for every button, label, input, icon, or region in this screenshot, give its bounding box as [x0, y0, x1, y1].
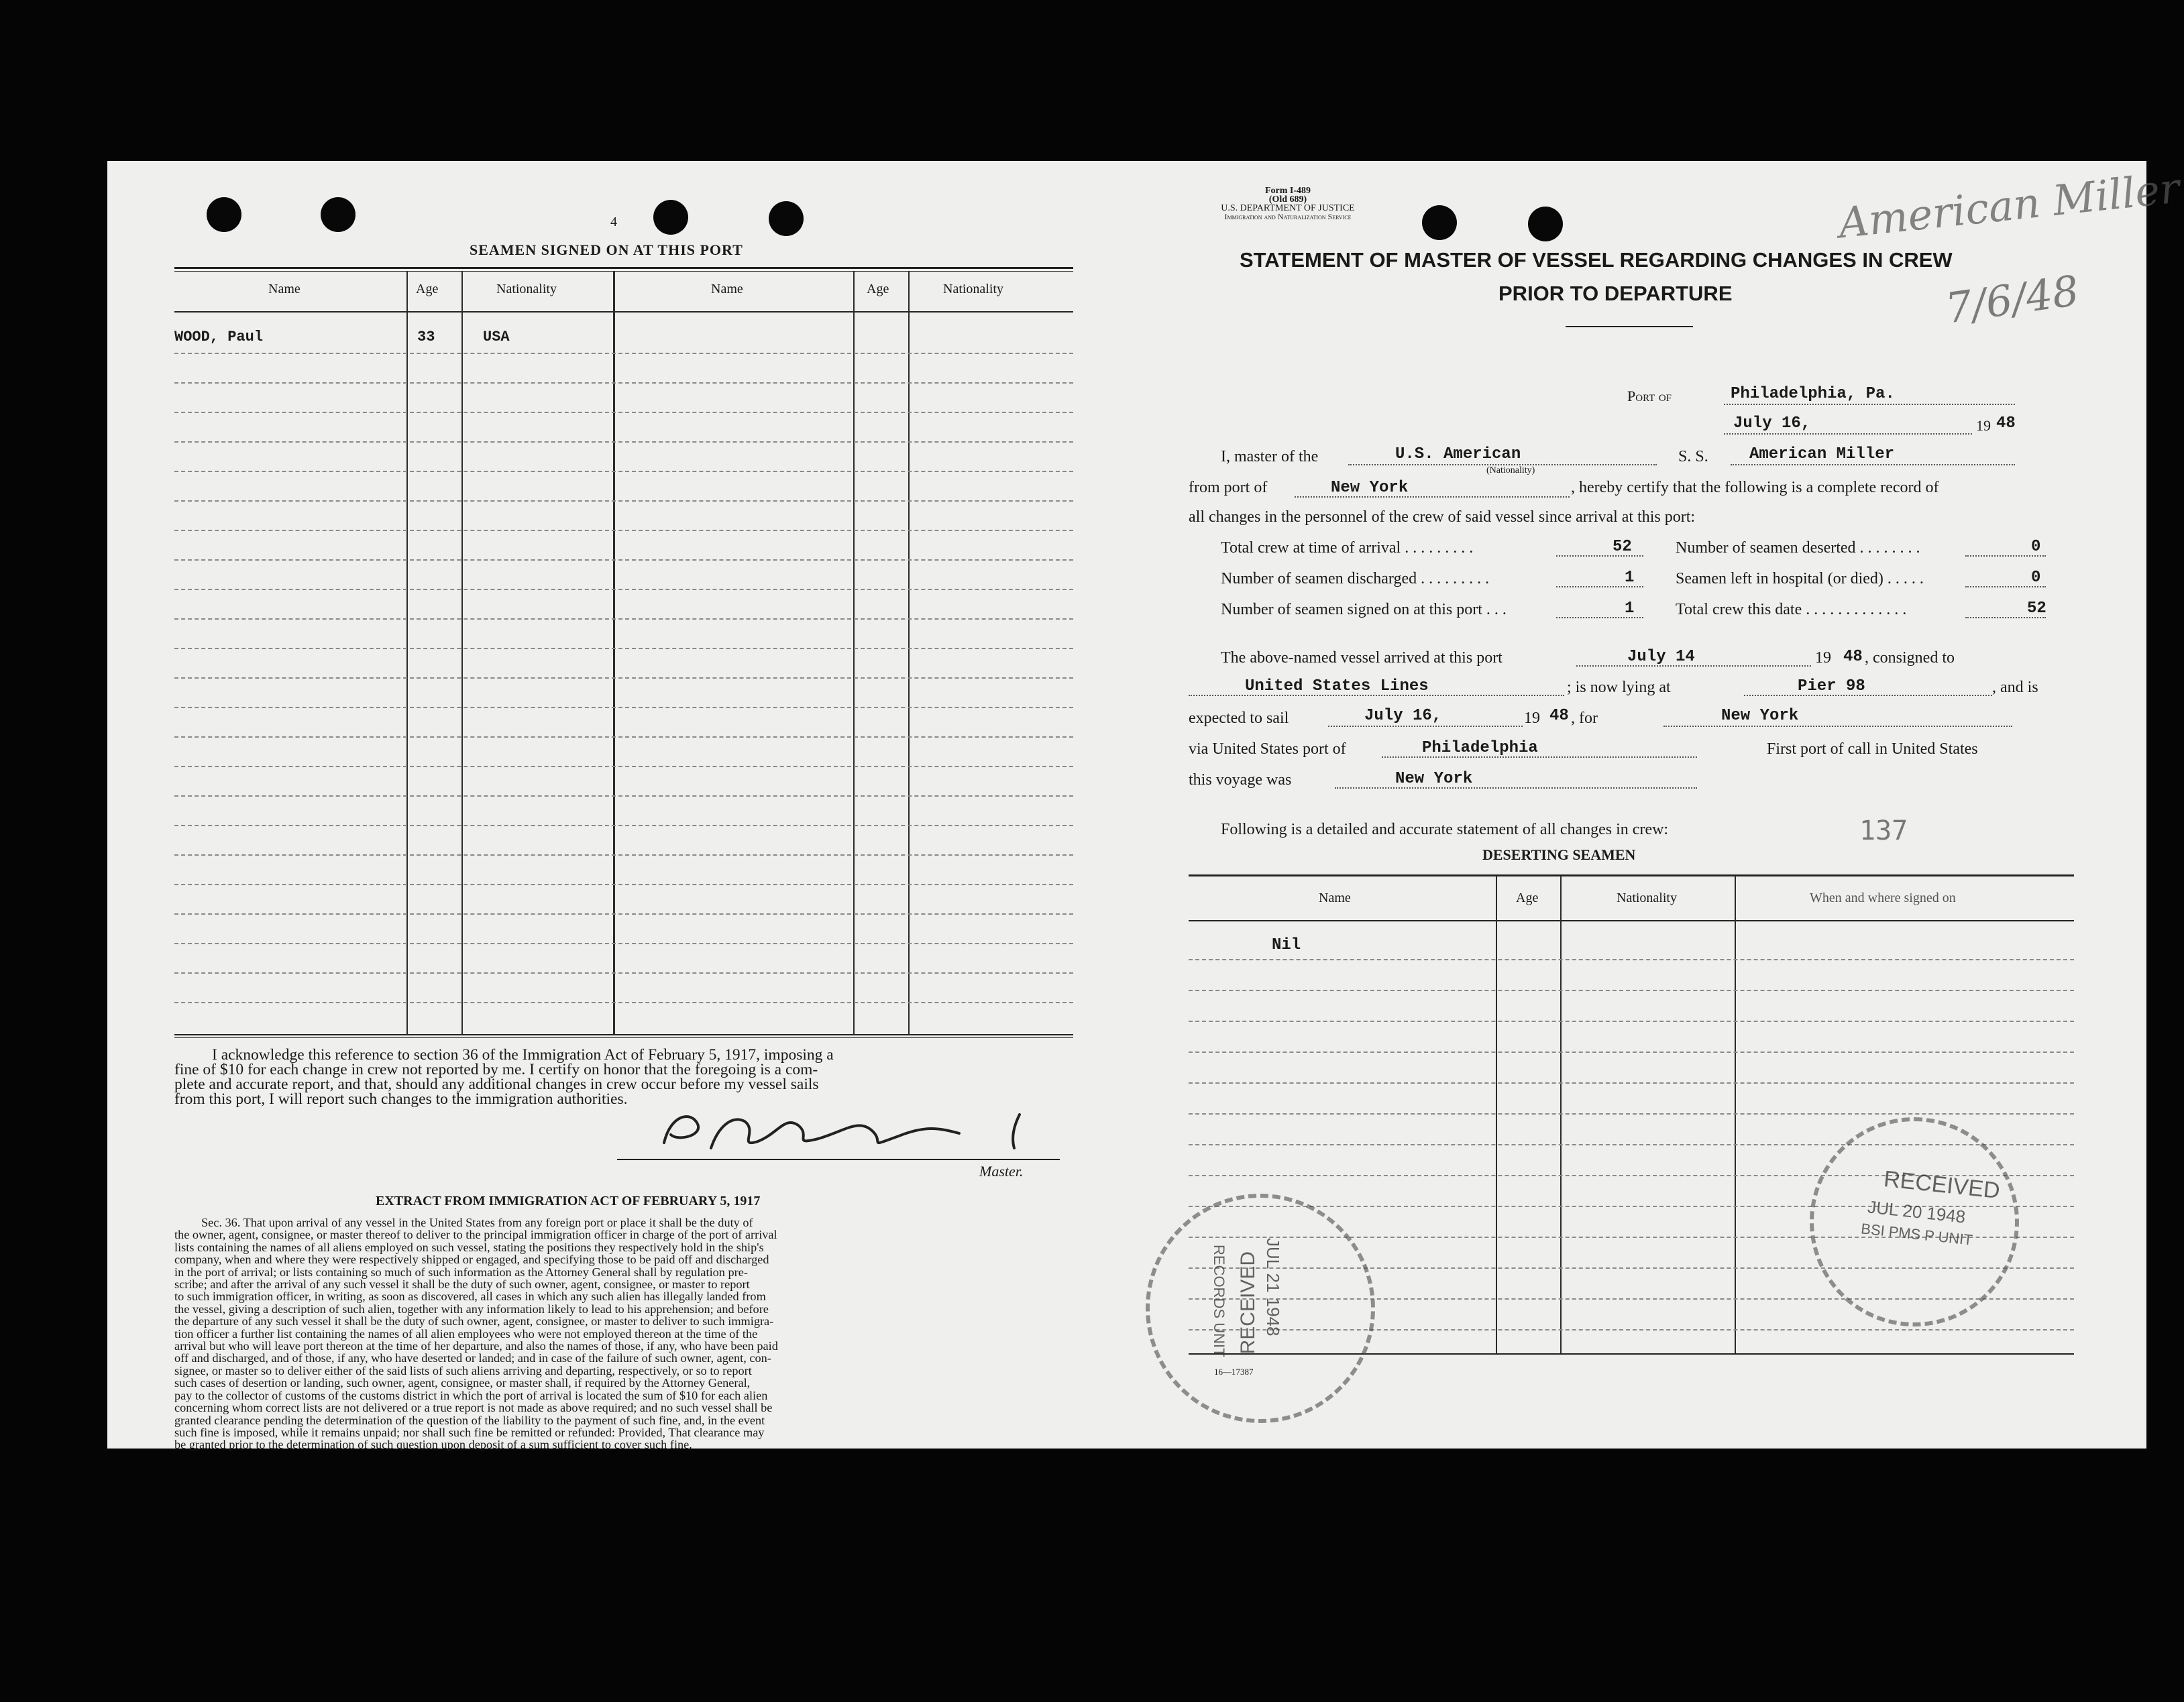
- seamen-hospital: 0: [2031, 569, 2041, 587]
- deserting-seamen-title: DESERTING SEAMEN: [1482, 846, 1636, 863]
- seaman-age: 33: [417, 329, 435, 345]
- sail-destination: New York: [1721, 707, 1799, 725]
- seamen-discharged: 1: [1625, 569, 1635, 587]
- ship-name: American Miller: [1749, 445, 1895, 463]
- document-sheet: 4 SEAMEN SIGNED ON AT THIS PORT Name Age Nationality Name Age Nationality WOOD, Paul 33 USA I acknowledge this reference to section 36 of the Immigration Act of February 5, 1917, imposing a fine of $10 for each change in crew not reported by me. I certify on honor that the foregoing is a com- plete and accurate report, and that, should any additional changes in crew occur before my vessel sails from this port, I will report such changes to the immigration authorities. Master. EXTRACT FROM IMMIGRATION ACT OF FEBRUARY 5, 1917 Sec. 36. That upon arrival of any vessel in the United States from any foreign port or place it shall be the duty of the owner, agent, consignee, or master thereof to deliver to the principal immigration officer in charge of the port of arrival lists containing the names of all aliens employed on such vessel, stating the positions they respectively hold in the ship's company, when and where they were respectively shipped or engaged, and specifying those to be paid off and discharged in the port of arrival; or lists containing so much of such information as the Attorney General shall by regulation pre- scribe; and after the arrival of any such vessel it shall be the duty of such owner, agent, consignee, or master to report to such immigration officer, in writing, as soon as discovered, all cases in which any such alien has illegally landed from the vessel, giving a description of such alien, together with any information likely to lead to his apprehension; and before the departure of any such vessel it shall be the duty of such owner, agent, consignee, or master to deliver to such immigra- tion officer a further list containing the names of all alien employees who were not employed thereon at the time of the arrival but who will leave port thereon at the time of her departure, and also the names of those, if any, who have been paid off and discharged, and of those, if any, who have deserted or landed; and in case of the failure of such owner, agent, con- signee, or master so to deliver either of the said lists of such aliens arriving and departing, respectively, or so to report such cases of desertion or landing, such owner, agent, consignee, or master shall, if required by the Attorney General, pay to the collector of customs of the customs district in which the port of arrival is located the sum of $10 for each alien concerning whom correct lists are not delivered or a true report is not made as above required; and no such vessel shall be granted clearance pending the determination of the question of the liability to the payment of such fine, and, in the event such fine is imposed, while it remains unpaid; nor shall such fine be remitted or refunded: Provided, That clearance may be granted prior to the determination of such question upon deposit of a sum sufficient to cover such fine. Form I-489 (Old 689) U.S. DEPARTMENT OF JUSTICE Immigration and Naturalization Service American Miller 7/6/48 STATEMENT OF MASTER OF VESSEL REGARDING CHANGES IN CREW PRIOR TO DEPARTURE Port of Philadelphia, Pa. July 16, 19 48 I, master of the U.S. American (Nationality) S. S. American Miller from port of New York , hereby certify that the following is a complete record of all changes in the personnel of the crew of said vessel since arrival at this port: Total crew at time of arrival . . . . . . . . . 52 Number of seamen deserted . . . . . . . . 0 Number of seamen discharged . . . . . . . . . 1 Seamen left in hospital (or died) . . . . . 0 Number of seamen signed on at this port . . . 1 Total crew this date . . . . . . . . . . . . . 52 The above-named vessel arrived at this port July 14 19 48 , consigned to United States Lines ; is now lying at Pier 98 , and is expected to sail July 16, 19 48 , for New York via United States port of Philadelphia First port of call in United States this voyage was New York Following is a detailed and accurate statement of all changes in crew: 137 DESERTING SEAMEN Name Age Nationality When and where signed on Nil RECEIVED JUL 20 1948 BSI PMS P UNIT RECEIVED JUL 21 1948 RECORDS UNIT 16—17387: [107, 161, 2146, 1449]
- stamped-number: 137: [1859, 815, 1908, 846]
- statement-year: 48: [1996, 414, 2016, 433]
- form-number: Form I-489: [1264, 186, 1311, 196]
- deserting-col-nationality: Nationality: [1617, 891, 1677, 905]
- received-stamp-text: RECEIVED: [1882, 1166, 2002, 1204]
- punch-hole: [321, 197, 356, 232]
- received-stamp-date: JUL 20 1948: [1866, 1196, 1967, 1227]
- column-header-age: Age: [416, 282, 439, 296]
- received-stamp-unit: BSI PMS P UNIT: [1860, 1220, 1973, 1249]
- punch-hole: [653, 200, 688, 235]
- seamen-signed-title: SEAMEN SIGNED ON AT THIS PORT: [470, 241, 743, 258]
- records-stamp-unit: RECORDS UNIT: [1211, 1245, 1227, 1357]
- department: U.S. DEPARTMENT OF JUSTICE: [1221, 203, 1355, 213]
- page-number: 4: [610, 215, 617, 229]
- punch-hole: [769, 201, 804, 236]
- deserting-col-name: Name: [1319, 891, 1351, 905]
- deserting-value: Nil: [1272, 936, 1301, 954]
- statement-date: July 16,: [1733, 414, 1811, 433]
- records-stamp-date: JUL 21 1948: [1263, 1238, 1283, 1337]
- print-code: 16—17387: [1214, 1367, 1254, 1377]
- handwritten-vessel: American Miller: [1836, 163, 2182, 248]
- total-crew-date: 52: [2027, 600, 2046, 618]
- arrival-year: 48: [1843, 648, 1863, 666]
- first-port: New York: [1395, 770, 1473, 788]
- extract-text: Sec. 36. That upon arrival of any vessel in the United States from any foreign port or place it shall be the duty of the owner, agent, consignee, or master thereof to deliver to the principal immigration officer in charge of the port of arrival lists containing the names of all aliens employed on such vessel, stating the positions they respectively hold in the ship's company, when and where they were respectively shipped or engaged, and specifying those to be paid off and discharged in the port of arrival; or lists containing so much of such information as the Attorney General shall by regulation pre- scribe; and after the arrival of any such vessel it shall be the duty of such owner, agent, consignee, or master to report to such immigration officer, in writing, as soon as discovered, all cases in which any such alien has illegally landed from the vessel, giving a description of such alien, together with any information likely to lead to his apprehension; and before the departure of any such vessel it shall be the duty of such owner, agent, consignee, or master to deliver to such immigra- tion officer a further list containing the names of all alien employees who were not employed thereon at the time of the arrival but who will leave port thereon at the time of her departure, and also the names of those, if any, who have been paid off and discharged, and of those, if any, who have deserted or landed; and in case of the failure of such owner, agent, con- signee, or master so to deliver either of the said lists of such aliens arriving and departing, respectively, or so to report such cases of desertion or landing, such owner, agent, consignee, or master shall, if required by the Attorney General, pay to the collector of customs of the customs district in which the port of arrival is located the sum of $10 for each alien concerning whom correct lists are not delivered or a true report is not made as above required; and no such vessel shall be granted clearance pending the determination of the question of the liability to the payment of such fine, and, in the event such fine is imposed, while it remains unpaid; nor shall such fine be remitted or refunded: Provided, That clearance may be granted prior to the determination of such question upon deposit of a sum sufficient to cover such fine.: [174, 1216, 778, 1452]
- column-header-name: Name: [711, 282, 743, 296]
- form-old-number: (Old 689): [1268, 194, 1307, 205]
- acknowledgement-text: I acknowledge this reference to section 36 of the Immigration Act of February 5, 1917, imposing a fine of $10 for each change in crew not reported by me. I certify on honor that the foregoing is a com- plete and accurate report, and that, should any additional changes in crew occur before my vessel sails from this port, I will report such changes to the immigration authorities.: [174, 1046, 834, 1108]
- sail-year: 48: [1549, 707, 1569, 725]
- consignee: United States Lines: [1245, 677, 1429, 695]
- column-header-name: Name: [268, 282, 301, 296]
- punch-hole: [1422, 205, 1457, 240]
- arrival-date: July 14: [1627, 648, 1695, 666]
- column-header-nationality: Nationality: [496, 282, 557, 296]
- records-unit-stamp: [1146, 1194, 1375, 1423]
- handwritten-date: 7/6/48: [1942, 266, 2082, 333]
- punch-hole: [207, 197, 241, 232]
- sail-date: July 16,: [1364, 707, 1442, 725]
- extract-title: EXTRACT FROM IMMIGRATION ACT OF FEBRUARY 5, 1917: [376, 1194, 761, 1208]
- table-top-rule: [174, 267, 1073, 269]
- pier: Pier 98: [1798, 677, 1865, 695]
- port-of-value: Philadelphia, Pa.: [1731, 385, 1895, 403]
- seamen-signed-on: 1: [1625, 600, 1635, 618]
- from-port: New York: [1331, 479, 1409, 497]
- statement-subtitle: PRIOR TO DEPARTURE: [1498, 282, 1733, 305]
- statement-title: STATEMENT OF MASTER OF VESSEL REGARDING CHANGES IN CREW: [1240, 248, 1953, 272]
- punch-hole: [1528, 207, 1563, 241]
- form-header: [1174, 186, 1402, 221]
- deserting-col-age: Age: [1516, 891, 1539, 905]
- records-stamp-text: RECEIVED: [1237, 1251, 1259, 1355]
- port-of-label: Port of: [1627, 388, 1672, 404]
- nationality-value: U.S. American: [1395, 445, 1521, 463]
- master-label: Master.: [979, 1163, 1024, 1180]
- deserting-col-when-where: When and where signed on: [1810, 891, 1956, 905]
- seaman-name: WOOD, Paul: [174, 329, 264, 345]
- total-crew-arrival: 52: [1613, 538, 1632, 556]
- column-header-nationality: Nationality: [943, 282, 1003, 296]
- seaman-nationality: USA: [483, 329, 510, 345]
- via-port: Philadelphia: [1422, 739, 1538, 757]
- received-stamp: [1810, 1117, 2019, 1326]
- service: Immigration and Naturalization Service: [1224, 212, 1352, 221]
- master-signature: [644, 1101, 1060, 1157]
- column-header-age: Age: [867, 282, 889, 296]
- seamen-deserted: 0: [2031, 538, 2041, 556]
